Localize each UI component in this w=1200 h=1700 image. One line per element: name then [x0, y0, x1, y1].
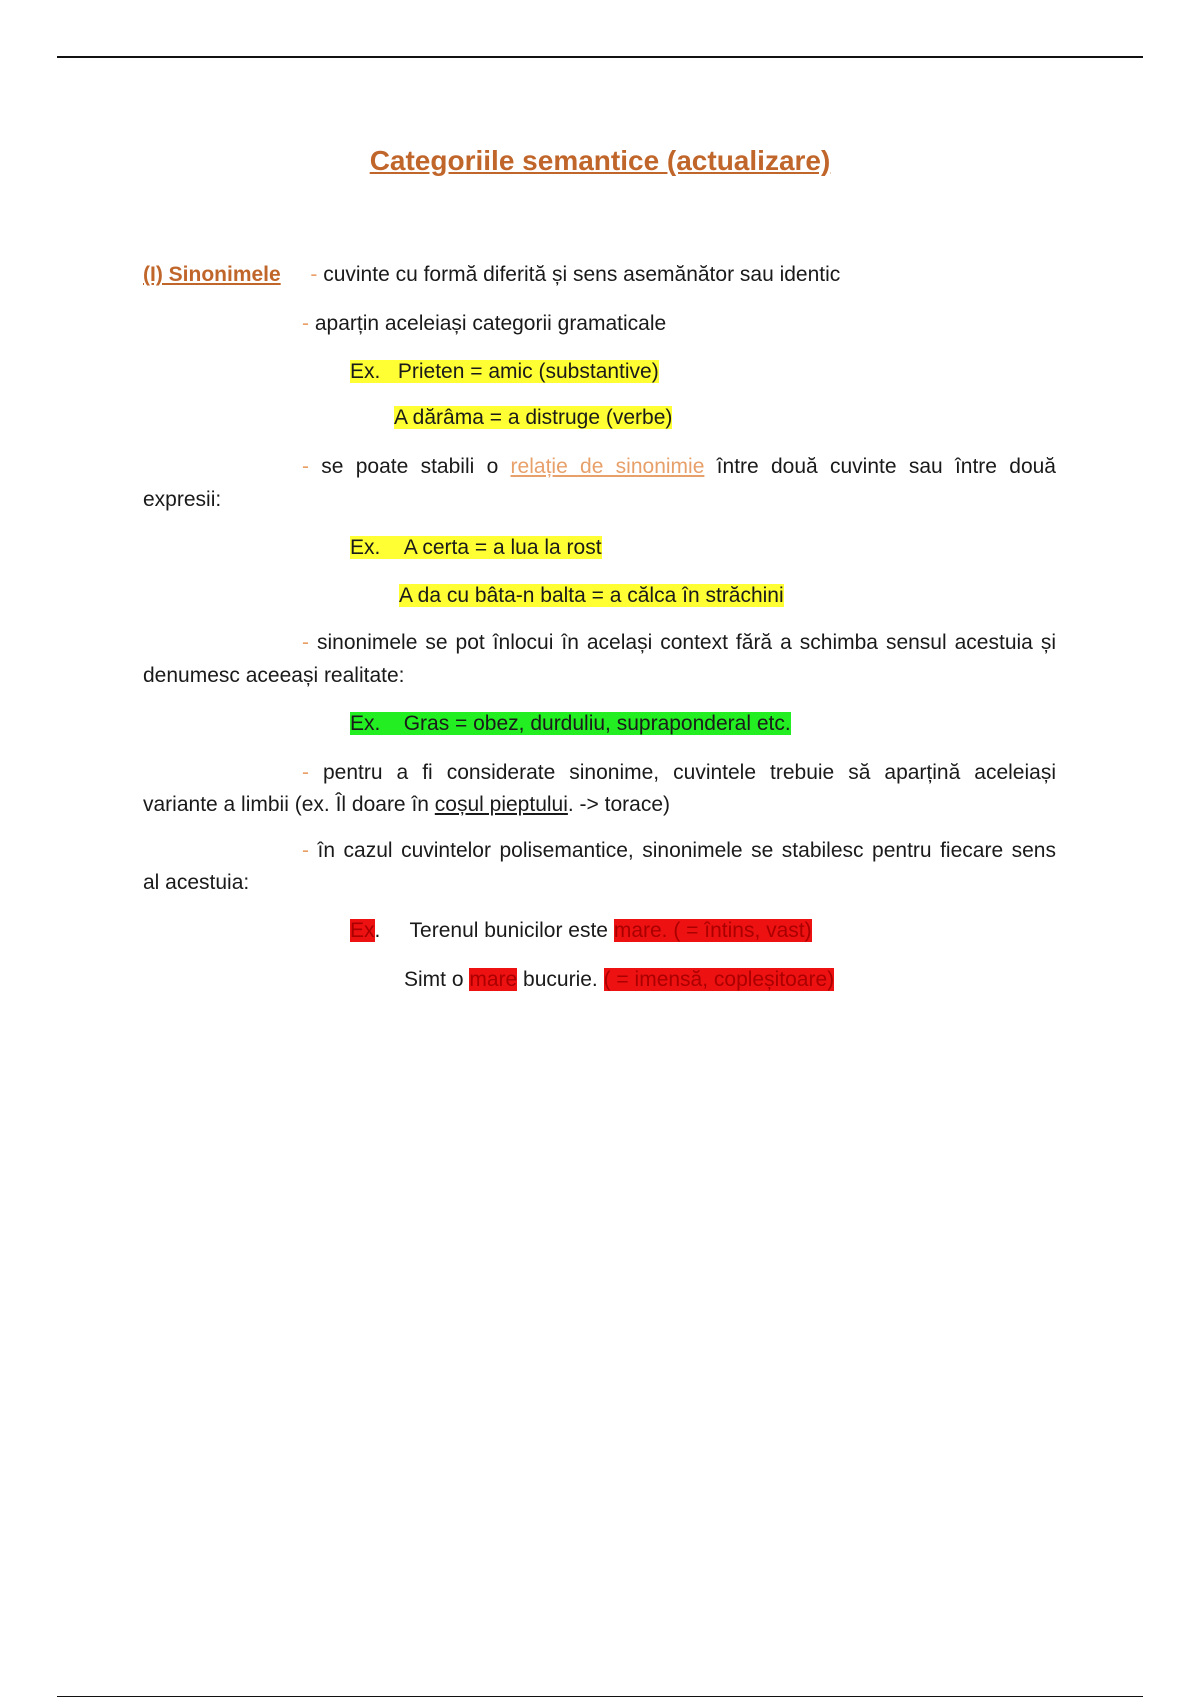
- paragraph-text: în cazul cuvintelor polisemantice, sinonimele se stabilesc pentru fiecare sens: [309, 839, 1056, 862]
- bullet-dash: -: [302, 839, 309, 862]
- paragraph-4-cont: denumesc aceeași realitate:: [143, 664, 405, 687]
- example-line: [394, 405, 672, 431]
- example-line: [350, 359, 659, 385]
- bullet-dash: -: [302, 761, 309, 784]
- example-text: Simt o: [404, 968, 470, 991]
- section-heading: (I) Sinonimele: [143, 263, 281, 286]
- bullet-dash: -: [302, 631, 309, 654]
- example-line: [404, 967, 834, 993]
- top-rule: [57, 56, 1143, 58]
- highlighted-phrase: ( = imensă, copleșitoare): [603, 968, 835, 991]
- paragraph-text: între două cuvinte sau între două: [704, 455, 1056, 478]
- example-label: Ex. Prieten = amic (substantive): [350, 360, 659, 383]
- paragraph-5-cont: variante a limbii (ex. Îl doare în coșul pieptului. -> torace): [143, 793, 671, 816]
- example-label: Ex. A certa = a lua la rost: [350, 536, 602, 559]
- bullet-dash: -: [302, 455, 309, 478]
- bullet-dash: -: [310, 263, 318, 286]
- example-text: A da cu bâta-n balta = a călca în străchini: [399, 584, 784, 607]
- highlighted-word: mare: [469, 968, 518, 991]
- definition-text: cuvinte cu formă diferită și sens asemănător sau identic: [317, 263, 841, 286]
- example-text: bucurie.: [517, 968, 604, 991]
- example-text: A dărâma = a distruge (verbe): [394, 406, 673, 429]
- definition-line-2: [302, 311, 666, 337]
- page-title: Categoriile semantice (actualizare): [369, 145, 831, 176]
- highlighted-phrase: mare. ( = întins, vast): [613, 919, 812, 942]
- paragraph-5: [302, 760, 1056, 786]
- underlined-phrase: coșul pieptului: [434, 793, 568, 816]
- paragraph-3-cont: expresii:: [143, 488, 222, 511]
- definition-line-1: [143, 262, 840, 288]
- paragraph-6: [302, 838, 1056, 864]
- paragraph-text: se poate stabili o: [309, 455, 511, 478]
- paragraph-6-cont: al acestuia:: [143, 871, 250, 894]
- bullet-dash: -: [302, 312, 309, 335]
- example-line: Ex. Terenul bunicilor este mare. ( = întins, vast): [350, 919, 812, 942]
- example-line: [350, 535, 602, 561]
- example-text: Terenul bunicilor este: [409, 919, 614, 942]
- paragraph-text: sinonimele se pot înlocui în același context fără a schimba sensul acestuia și: [309, 631, 1056, 654]
- example-line: [399, 583, 784, 609]
- example-line: [350, 711, 791, 737]
- paragraph-text: pentru a fi considerate sinonime, cuvintele trebuie să aparțină aceleiași: [309, 761, 1056, 784]
- paragraph-4: [302, 630, 1056, 656]
- sinonimie-link[interactable]: relație de sinonimie: [510, 455, 705, 478]
- paragraph-3: [302, 454, 1056, 480]
- definition-text: aparțin aceleiași categorii gramaticale: [309, 312, 667, 335]
- example-label: Ex. Gras = obez, durduliu, supraponderal etc.: [350, 712, 791, 735]
- bottom-rule: [57, 1696, 1143, 1697]
- example-label: Ex: [350, 919, 375, 942]
